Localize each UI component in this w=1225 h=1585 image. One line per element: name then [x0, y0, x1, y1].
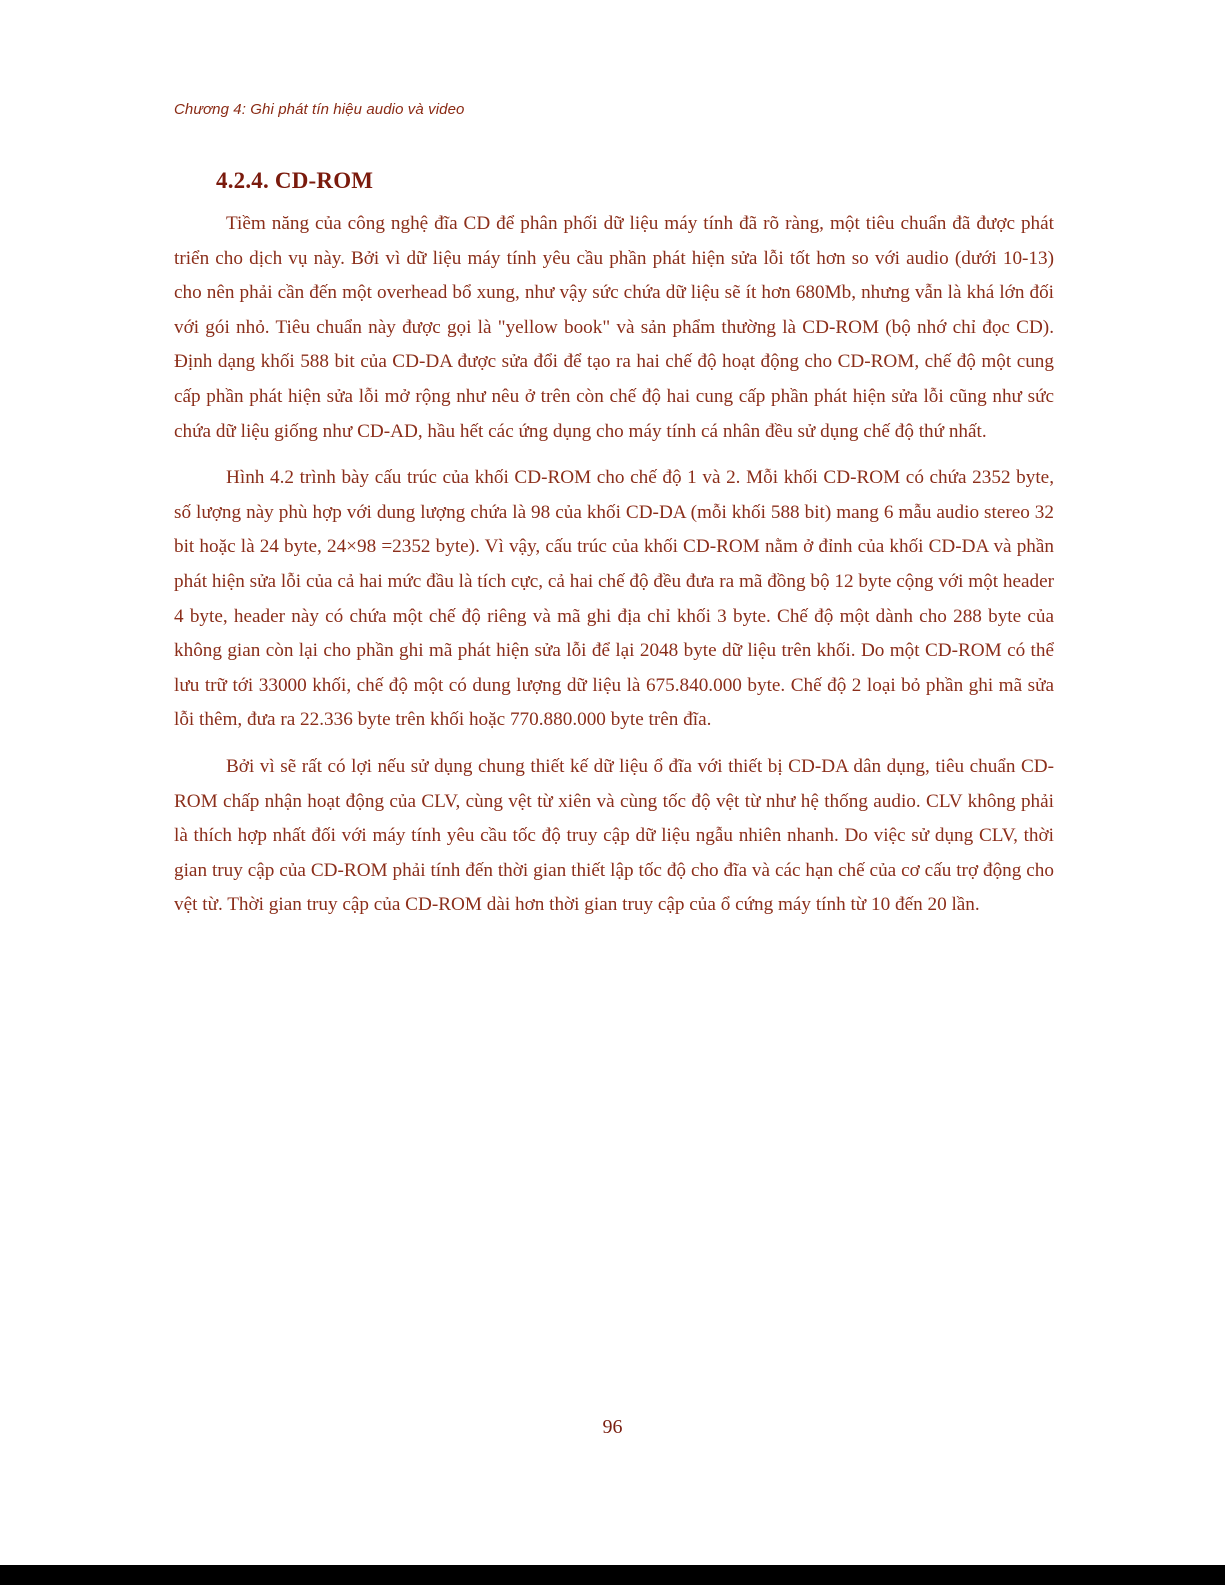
- paragraph-1: Tiềm năng của công nghệ đĩa CD để phân phối dữ liệu máy tính đã rõ ràng, một tiêu chuẩn đã được phát triển cho dịch vụ này. Bởi vì dữ liệu máy tính yêu cầu phần phát hiện sửa lỗi tốt hơn so với audio (dưới 10-13) cho nên phải cần đến một overhead bổ xung, như vậy sức chứa dữ liệu sẽ ít hơn 680Mb, nhưng vẫn là khá lớn đối với gói nhỏ. Tiêu chuẩn này được gọi là "yellow book" và sản phẩm thường là CD-ROM (bộ nhớ chỉ đọc CD). Định dạng khối 588 bit của CD-DA được sửa đổi để tạo ra hai chế độ hoạt động cho CD-ROM, chế độ một cung cấp phần phát hiện sửa lỗi mở rộng như nêu ở trên còn chế độ hai cung cấp phần phát hiện sửa lỗi cũng như sức chứa dữ liệu giống như CD-AD, hầu hết các ứng dụng cho máy tính cá nhân đều sử dụng chế độ thứ nhất.: [174, 213, 1054, 442]
- body-text: [174, 207, 1054, 935]
- section-heading: 4.2.4. CD-ROM: [216, 168, 374, 193]
- running-header: Chương 4: Ghi phát tín hiệu audio và video: [174, 101, 465, 118]
- page-number: 96: [602, 1416, 623, 1438]
- scan-edge-bar: [0, 1565, 1225, 1585]
- paragraph-2: Hình 4.2 trình bày cấu trúc của khối CD-ROM cho chế độ 1 và 2. Mỗi khối CD-ROM có chứa 2352 byte, số lượng này phù hợp với dung lượng chứa là 98 của khối CD-DA (mỗi khối 588 bit) mang 6 mẫu audio stereo 32 bit hoặc là 24 byte, 24×98 =2352 byte). Vì vậy, cấu trúc của khối CD-ROM nằm ở đỉnh của khối CD-DA và phần phát hiện sửa lỗi của cả hai mức đầu là tích cực, cả hai chế độ đều đưa ra mã đồng bộ 12 byte cộng với một header 4 byte, header này có chứa một chế độ riêng và mã ghi địa chỉ khối 3 byte. Chế độ một dành cho 288 byte của không gian còn lại cho phần ghi mã phát hiện sửa lỗi để lại 2048 byte dữ liệu trên khối. Do một CD-ROM có thể lưu trữ tới 33000 khối, chế độ một có dung lượng dữ liệu là 675.840.000 byte. Chế độ 2 loại bỏ phần ghi mã sửa lỗi thêm, đưa ra 22.336 byte trên khối hoặc 770.880.000 byte trên đĩa.: [174, 467, 1054, 731]
- paragraph-3: Bởi vì sẽ rất có lợi nếu sử dụng chung thiết kế dữ liệu ổ đĩa với thiết bị CD-DA dân dụng, tiêu chuẩn CD-ROM chấp nhận hoạt động của CLV, cùng vệt từ xiên và cùng tốc độ vệt từ như hệ thống audio. CLV không phải là thích hợp nhất đối với máy tính yêu cầu tốc độ truy cập dữ liệu ngẫu nhiên nhanh. Do việc sử dụng CLV, thời gian truy cập của CD-ROM phải tính đến thời gian thiết lập tốc độ cho đĩa và các hạn chế của cơ cấu trợ động cho vệt từ. Thời gian truy cập của CD-ROM dài hơn thời gian truy cập của ổ cứng máy tính từ 10 đến 20 lần.: [174, 755, 1054, 916]
